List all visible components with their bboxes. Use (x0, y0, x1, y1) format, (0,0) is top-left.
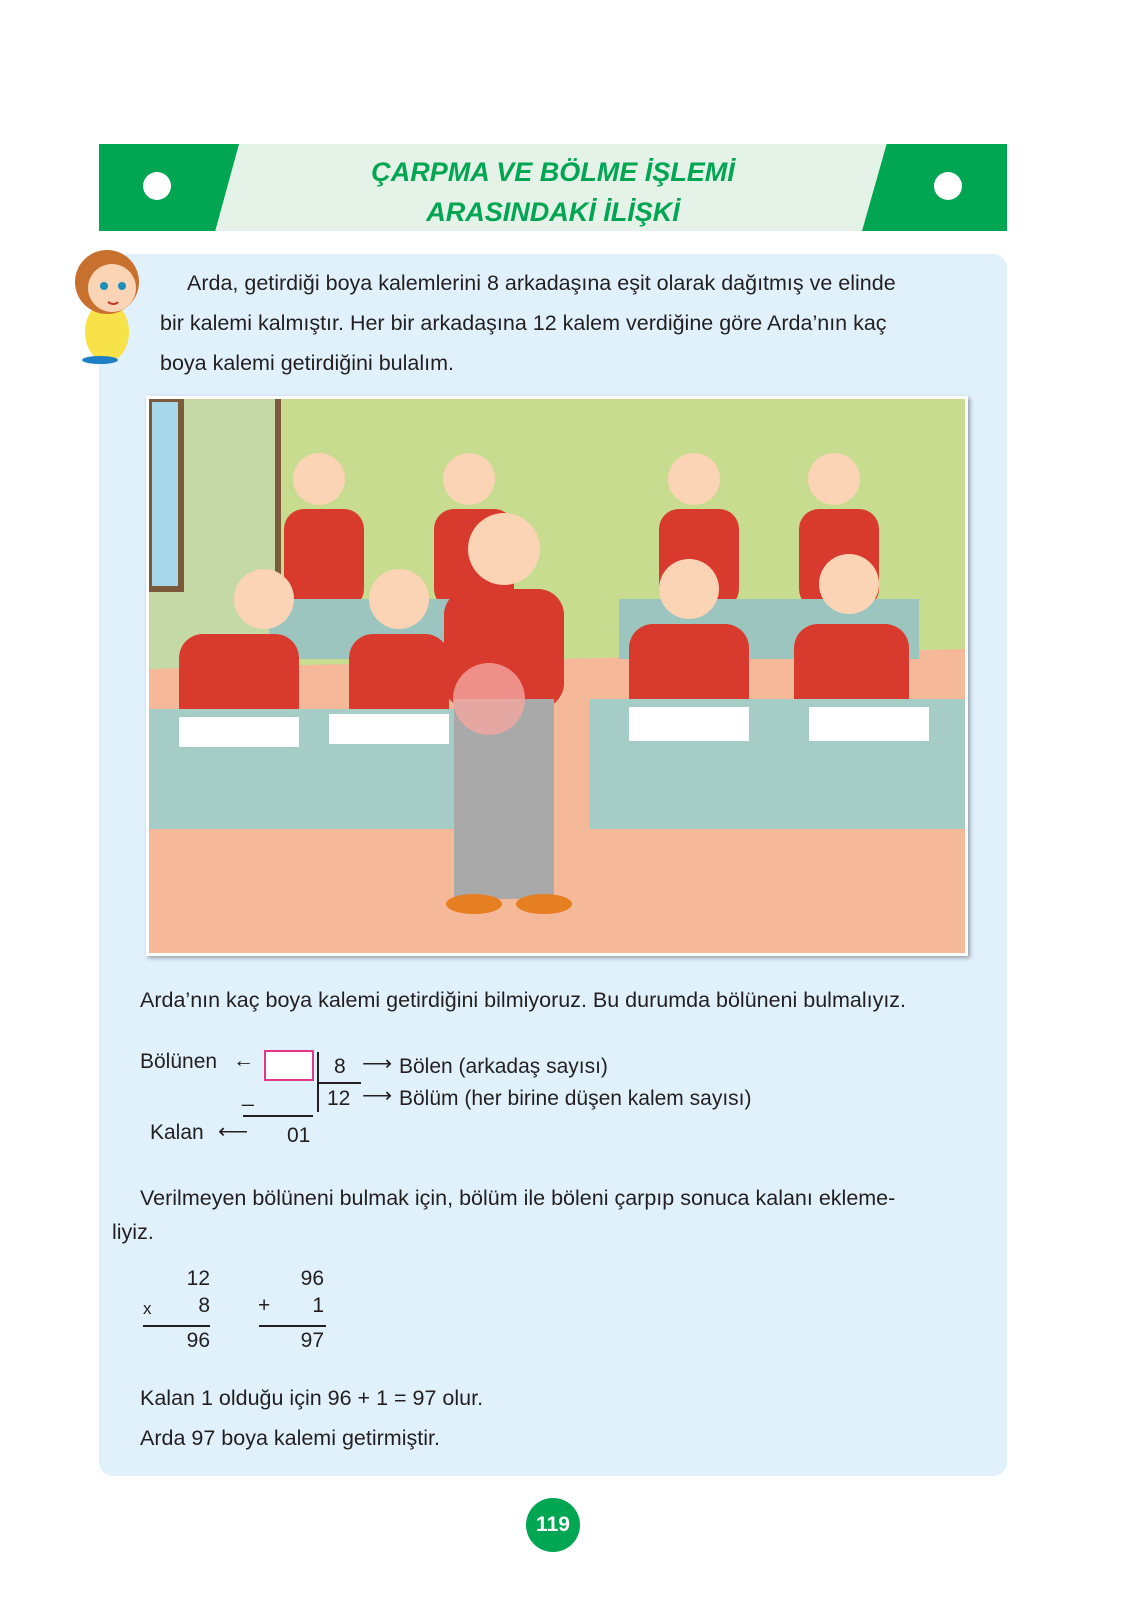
girl-mascot-icon (62, 244, 152, 366)
dividend-answer-box[interactable] (264, 1050, 314, 1081)
quotient: 12 (327, 1087, 351, 1110)
page-number: 119 (526, 1498, 580, 1552)
remainder: 01 (287, 1124, 311, 1147)
remainder-label: Kalan (150, 1121, 204, 1144)
intro-line-3: boya kalemi getirdiğini bulalım. (160, 351, 454, 375)
operand-a: 96 (300, 1267, 324, 1290)
dividend-label: Bölünen (140, 1050, 218, 1073)
title-line-2: ARASINDAKİ İLİŞKİ (426, 197, 680, 227)
operand-b: 1 (312, 1294, 324, 1317)
divisor: 8 (334, 1055, 346, 1078)
quotient-label: Bölüm (her birine düşen kalem sayısı) (399, 1087, 752, 1110)
minus-sign: _ (242, 1084, 254, 1107)
arrow-right-icon: ⟶ (362, 1084, 393, 1107)
intro-line-2: bir kalemi kalmıştır. Her bir arkadaşına 12 kalem verdiğine göre Arda’nın kaç (160, 311, 887, 335)
classroom-illustration (146, 396, 968, 956)
conclusion-line-1: Kalan 1 olduğu için 96 + 1 = 97 olur. (140, 1386, 484, 1410)
section-header (99, 144, 1007, 231)
multiply-sign: x (143, 1299, 152, 1318)
result-line (259, 1325, 326, 1327)
section-title (99, 152, 1007, 232)
plus-sign: + (258, 1294, 271, 1317)
divisor-label: Bölen (arkadaş sayısı) (399, 1055, 608, 1078)
arrow-left-icon: ← (233, 1049, 254, 1072)
statement-text: Arda’nın kaç boya kalemi getirdiğini bilmiyoruz. Bu durumda bölüneni bulmalıyız. (140, 988, 907, 1012)
division-horizontal-line (317, 1082, 361, 1084)
explanation-line-2: liyiz. (112, 1220, 154, 1244)
product: 96 (186, 1329, 210, 1352)
intro-line-1: Arda, getirdiği boya kalemlerini 8 arkadaşına eşit olarak dağıtmış ve elinde (187, 271, 896, 295)
arrow-right-icon: ⟶ (362, 1052, 393, 1075)
sum: 97 (300, 1329, 324, 1352)
arrow-left-long-icon: ⟵ (218, 1120, 249, 1143)
operand-b: 8 (198, 1294, 210, 1317)
title-line-1: ÇARPMA VE BÖLME İŞLEMİ (371, 157, 735, 187)
explanation-line-1: Verilmeyen bölüneni bulmak için, bölüm ile böleni çarpıp sonuca kalanı ekleme- (140, 1186, 896, 1210)
conclusion-line-2: Arda 97 boya kalemi getirmiştir. (140, 1426, 440, 1450)
operand-a: 12 (186, 1267, 210, 1290)
result-line (143, 1325, 210, 1327)
subtraction-line (243, 1115, 313, 1117)
